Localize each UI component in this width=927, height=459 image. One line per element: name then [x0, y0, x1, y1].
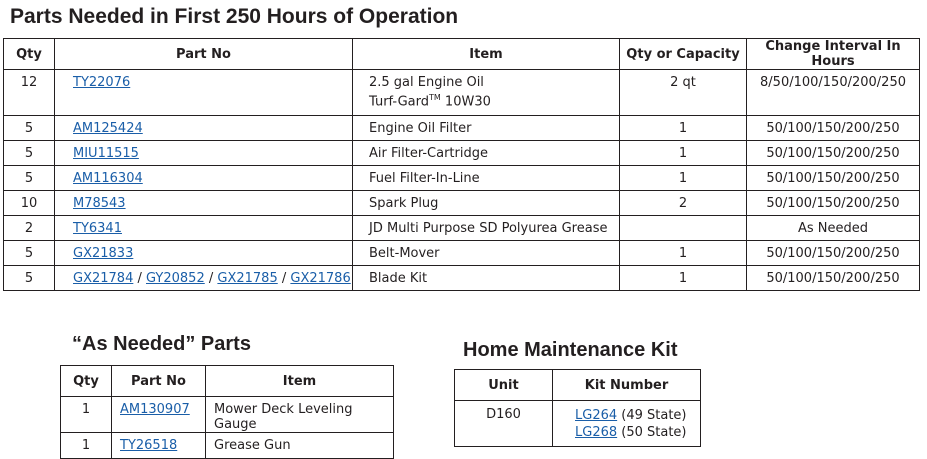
- parts-table: [3, 38, 920, 291]
- table-header-row: [455, 370, 701, 401]
- capacity-cell: 2: [620, 191, 747, 216]
- header-item: Item: [353, 39, 620, 70]
- item-cell: [353, 241, 620, 266]
- interval-cell: 50/100/150/200/250: [747, 191, 920, 216]
- capacity-cell: [620, 216, 747, 241]
- qty-cell: 1: [61, 433, 112, 459]
- part-separator: /: [204, 271, 218, 286]
- table-header-row: [4, 39, 920, 70]
- table-row: [61, 397, 394, 433]
- item-cell: [353, 116, 620, 141]
- item-text: Blade Kit: [369, 271, 428, 286]
- kit-link[interactable]: LG264: [575, 408, 618, 423]
- table-row: [4, 216, 920, 241]
- header-interval: Change Interval In Hours: [747, 39, 920, 70]
- item-text: Belt-Mover: [369, 246, 440, 261]
- part-no-cell: [55, 266, 353, 291]
- table-row: [4, 141, 920, 166]
- part-no-cell: [55, 70, 353, 116]
- part-link[interactable]: TY6341: [73, 221, 122, 236]
- interval-cell: 50/100/150/200/250: [747, 141, 920, 166]
- table-header-row: [61, 366, 394, 397]
- part-link[interactable]: GX21785: [217, 271, 278, 286]
- capacity-cell: 1: [620, 241, 747, 266]
- interval-cell: 50/100/150/200/250: [747, 266, 920, 291]
- interval-cell: 50/100/150/200/250: [747, 166, 920, 191]
- item-text: Turf-Gard: [369, 94, 429, 110]
- item-text: JD Multi Purpose SD Polyurea Grease: [369, 221, 608, 236]
- part-link[interactable]: AM130907: [120, 402, 190, 417]
- part-no-cell: [55, 166, 353, 191]
- part-link[interactable]: GX21784: [73, 271, 134, 286]
- table-row: [4, 191, 920, 216]
- part-no-cell: [55, 141, 353, 166]
- qty-cell: 1: [61, 397, 112, 433]
- qty-cell: 5: [4, 166, 55, 191]
- item-cell: [353, 216, 620, 241]
- header-qty: Qty: [4, 39, 55, 70]
- table-row: [4, 241, 920, 266]
- kit-table: [454, 369, 701, 447]
- kit-link[interactable]: LG268: [575, 425, 618, 440]
- qty-cell: 5: [4, 266, 55, 291]
- page-title: Parts Needed in First 250 Hours of Operation: [10, 5, 459, 28]
- capacity-cell: 1: [620, 166, 747, 191]
- part-link[interactable]: TY26518: [120, 438, 178, 453]
- table-row: [4, 166, 920, 191]
- header-unit: Unit: [455, 370, 553, 401]
- header-kit-number: Kit Number: [553, 370, 701, 401]
- header-capacity: Qty or Capacity: [620, 39, 747, 70]
- part-no-cell: [112, 433, 206, 459]
- item-text: 10W30: [440, 94, 491, 110]
- kit-title: Home Maintenance Kit: [463, 339, 678, 361]
- part-link[interactable]: AM125424: [73, 121, 143, 136]
- table-row: [455, 401, 701, 447]
- kit-entry: [575, 407, 700, 424]
- part-no-cell: [55, 116, 353, 141]
- capacity-cell: 1: [620, 116, 747, 141]
- interval-cell: 8/50/100/150/200/250: [747, 70, 920, 116]
- table-row: [4, 70, 920, 116]
- part-link[interactable]: TY22076: [73, 75, 131, 90]
- part-link[interactable]: AM116304: [73, 171, 143, 186]
- as-needed-title: “As Needed” Parts: [72, 333, 251, 355]
- part-no-cell: [55, 191, 353, 216]
- header-part-no: Part No: [55, 39, 353, 70]
- item-text: Air Filter-Cartridge: [369, 146, 488, 161]
- part-no-cell: [55, 241, 353, 266]
- part-link[interactable]: GX21833: [73, 246, 134, 261]
- header-part-no: Part No: [112, 366, 206, 397]
- item-cell: [353, 266, 620, 291]
- qty-cell: 5: [4, 241, 55, 266]
- header-qty: Qty: [61, 366, 112, 397]
- header-item: Item: [206, 366, 394, 397]
- part-link[interactable]: MIU11515: [73, 146, 139, 161]
- capacity-cell: 2 qt: [620, 70, 747, 116]
- item-cell: Mower Deck Leveling Gauge: [206, 397, 394, 433]
- interval-cell: 50/100/150/200/250: [747, 116, 920, 141]
- part-link[interactable]: GX21786: [290, 271, 351, 286]
- capacity-cell: 1: [620, 141, 747, 166]
- part-no-cell: [55, 216, 353, 241]
- kit-entry: [575, 424, 700, 441]
- item-text: Engine Oil Filter: [369, 121, 472, 136]
- part-link[interactable]: GY20852: [146, 271, 205, 286]
- kit-note: (50 State): [617, 425, 687, 440]
- part-link[interactable]: M78543: [73, 196, 126, 211]
- qty-cell: 12: [4, 70, 55, 116]
- part-separator: /: [133, 271, 146, 286]
- part-no-cell: [112, 397, 206, 433]
- capacity-cell: 1: [620, 266, 747, 291]
- item-line: 2.5 gal Engine Oil: [369, 75, 484, 90]
- item-line: [369, 90, 619, 109]
- item-cell: [353, 70, 620, 116]
- table-row: [61, 433, 394, 459]
- part-separator: /: [277, 271, 291, 286]
- qty-cell: 5: [4, 141, 55, 166]
- as-needed-table: [60, 365, 394, 459]
- item-cell: [353, 191, 620, 216]
- item-cell: Grease Gun: [206, 433, 394, 459]
- unit-cell: D160: [455, 401, 553, 447]
- item-cell: [353, 141, 620, 166]
- table-row: [4, 266, 920, 291]
- item-text: Fuel Filter-In-Line: [369, 171, 480, 186]
- kit-note: (49 State): [617, 408, 687, 423]
- qty-cell: 5: [4, 116, 55, 141]
- item-cell: [353, 166, 620, 191]
- interval-cell: As Needed: [747, 216, 920, 241]
- interval-cell: 50/100/150/200/250: [747, 241, 920, 266]
- kit-number-cell: [553, 401, 701, 447]
- table-row: [4, 116, 920, 141]
- qty-cell: 2: [4, 216, 55, 241]
- item-text: Spark Plug: [369, 196, 439, 211]
- trademark-mark: TM: [429, 93, 441, 102]
- qty-cell: 10: [4, 191, 55, 216]
